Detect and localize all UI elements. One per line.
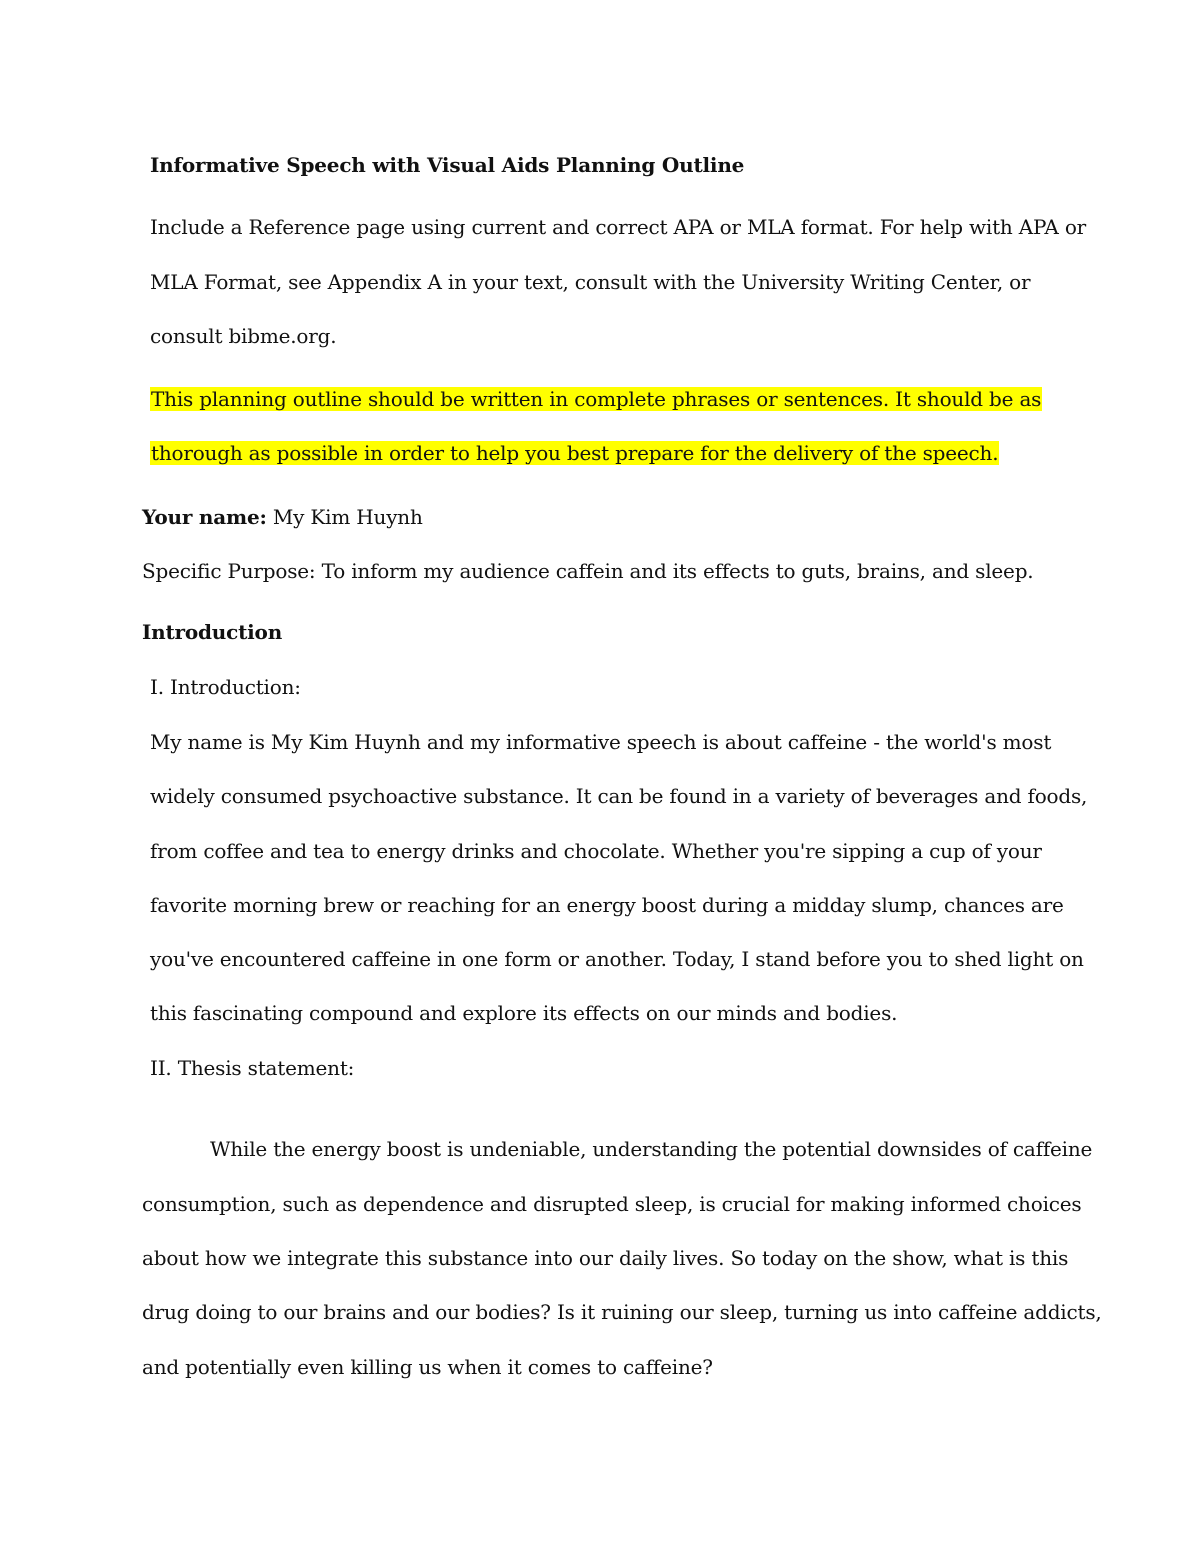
thesis-paragraph-line-5: and potentially even killing us when it comes to caffeine? [142,1355,713,1379]
intro-paragraph-line-2: widely consumed psychoactive substance. It can be found in a variety of beverages and foods, [150,784,1088,808]
your-name-value: My Kim Huynh [272,505,423,529]
intro-paragraph-line-4: favorite morning brew or reaching for an energy boost during a midday slump, chances are [150,893,1064,917]
document-title: Informative Speech with Visual Aids Planning Outline [150,153,745,177]
thesis-paragraph-line-2: consumption, such as dependence and disrupted sleep, is crucial for making informed choices [142,1192,1082,1216]
thesis-paragraph-line-1: While the energy boost is undeniable, understanding the potential downsides of caffeine [210,1137,1093,1161]
intro-paragraph-line-5: you've encountered caffeine in one form or another. Today, I stand before you to shed light on [150,947,1084,971]
specific-purpose: Specific Purpose: To inform my audience caffein and its effects to guts, brains, and sleep. [142,559,1034,583]
intro-paragraph-line-6: this fascinating compound and explore its effects on our minds and bodies. [150,1001,898,1025]
reference-instruction-line-2: MLA Format, see Appendix A in your text, consult with the University Writing Center, or [150,270,1031,294]
outline-item-thesis: II. Thesis statement: [150,1056,355,1080]
introduction-heading: Introduction [142,620,283,644]
reference-instruction-line-3: consult bibme.org. [150,324,337,348]
your-name-label: Your name: [142,505,267,529]
your-name-line [142,503,423,531]
thesis-paragraph-line-3: about how we integrate this substance into our daily lives. So today on the show, what is this [142,1246,1069,1270]
reference-instruction-line-1: Include a Reference page using current and correct APA or MLA format. For help with APA or [150,215,1087,239]
thesis-paragraph-line-4: drug doing to our brains and our bodies? Is it ruining our sleep, turning us into caffeine addicts, [142,1300,1102,1324]
intro-paragraph-line-1: My name is My Kim Huynh and my informative speech is about caffeine - the world's most [150,730,1052,754]
highlighted-text: This planning outline should be written in complete phrases or sentences. It should be as [151,387,1042,411]
outline-item-introduction: I. Introduction: [150,675,301,699]
highlighted-text: thorough as possible in order to help you best prepare for the delivery of the speech. [151,441,999,465]
highlighted-instruction-line-1 [150,385,1042,413]
intro-paragraph-line-3: from coffee and tea to energy drinks and chocolate. Whether you're sipping a cup of your [150,839,1042,863]
highlighted-instruction-line-2 [150,439,999,467]
